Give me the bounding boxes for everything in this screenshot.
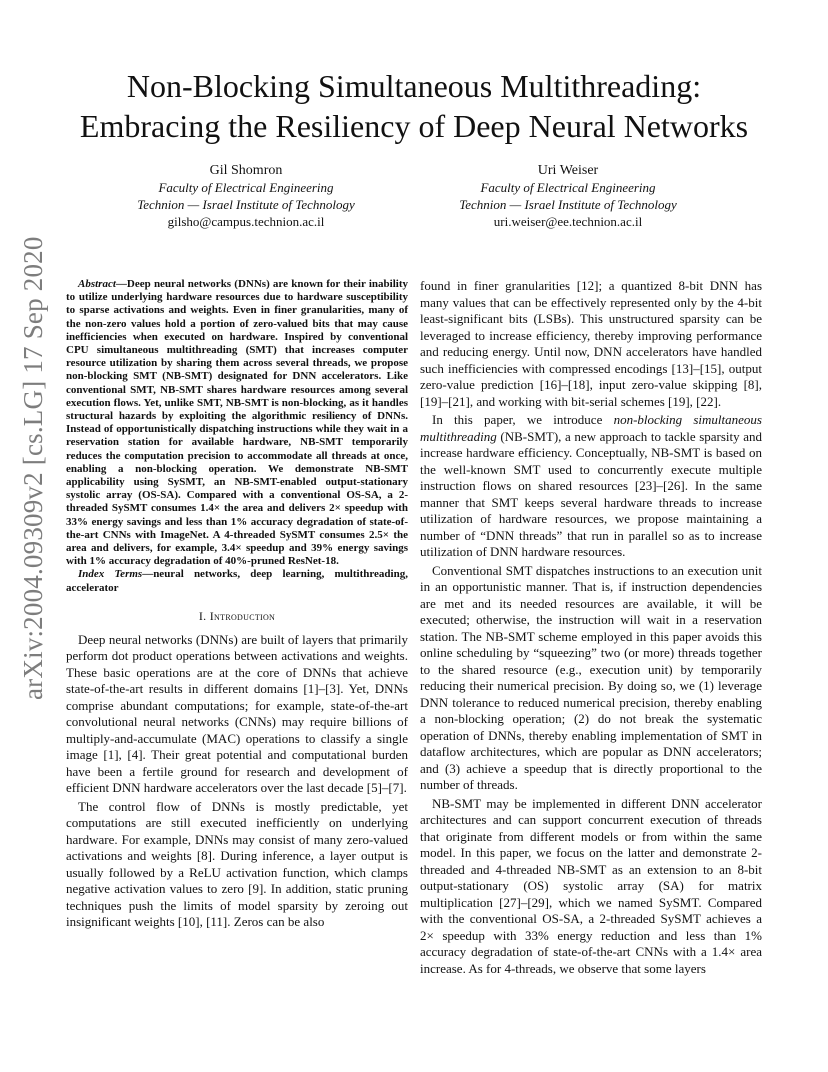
text-span: (NB-SMT), a new approach to tackle sparsity and increase hardware efficiency. Conceptually, NB-SMT is based on the well-known SMT used to concurrently execute multiple instruction flows on shared resources [23]–[26]. In the same manner that SMT keeps several hardware threads to increase utilization of hardware resources, we propose maintaining a number of “DNN threads” that run in parallel so as to increase utilization of DNN hardware resources. [420, 428, 762, 559]
abstract-lead: Abstract [78, 278, 116, 290]
index-terms-text: —neural networks, deep learning, multithreading, accelerator [66, 568, 408, 594]
arxiv-stamp: arXiv:2004.09309v2 [cs.LG] 17 Sep 2020 [18, 236, 48, 700]
section-title: Introduction [209, 608, 276, 623]
index-terms [66, 568, 408, 594]
author-institution: Technion — Israel Institute of Technology [137, 197, 355, 212]
body-paragraph: found in finer granularities [12]; a quantized 8-bit DNN has many values that can be effectively represented only by the 4-bit least-significant bits (LSBs). This unstructured sparsity can be leveraged to increase efficiency, thereby improving performance and reducing energy. Until now, DNN accelerators have handled such inefficiencies with compressed encodings [13]–[15], output zero-value prediction [16]–[18], input zero-value skipping [8], [19]–[21], and working with bit-serial schemes [19], [22]. [420, 278, 762, 409]
body-paragraph [420, 412, 762, 561]
paper-title [40, 66, 788, 146]
author-block-2 [418, 162, 718, 230]
author-name: Gil Shomron [209, 163, 283, 178]
author-name: Uri Weiser [537, 163, 599, 178]
body-paragraph: The control flow of DNNs is mostly predictable, yet computations are still executed inefficiently on underlying hardware. For example, DNNs may consist of many zero-valued activations and weights [8]. During inference, a layer output is usually followed by a ReLU activation function, which clamps negative activation values to zero [9]. In addition, static pruning techniques push the limits of model sparsity by zeroing out insignificant weights [10], [11]. Zeros can be also [66, 798, 408, 930]
author-block-1 [96, 162, 396, 230]
body-paragraph: Deep neural networks (DNNs) are built of layers that primarily perform dot product operations between activations and weights. These basic operations are at the core of DNNs that achieve state-of-the-art results in different domains [1]–[3]. Yet, DNNs comprise abundant computations; for example, state-of-the-art convolutional neural networks (CNNs) may require billions of multiply-and-accumulate (MAC) operations to classify a single image [1], [4]. Their great potential and computational burden have been a fertile ground for research and development of efficient DNN hardware accelerators over the last decade [5]–[7]. [66, 631, 408, 796]
abstract-text: —Deep neural networks (DNNs) are known for their inability to utilize underlying hardware resources due to hardware susceptibility to sparse activations and weights. Even in finer granularities, many of the non-zero values hold a portion of zero-valued bits that may cause inefficiencies when executed on hardware. Inspired by conventional CPU simultaneous multithreading (SMT) that increases computer resource utilization by sharing them across several threads, we propose non-blocking SMT (NB-SMT) designated for DNN accelerators. Like conventional SMT, NB-SMT shares hardware resources among several execution flows. Yet, unlike SMT, NB-SMT is non-blocking, as it handles structural hazards by exploiting the algorithmic resiliency of DNNs. Instead of opportunistically dispatching instructions while they wait in a reservation station for available hardware, NB-SMT temporarily reduces the computation precision to accommodate all threads at once, enabling a non-blocking operation. We demonstrate NB-SMT applicability using SySMT, an NB-SMT-enabled output-stationary systolic array (OS-SA). Compared with a conventional OS-SA, a 2-threaded SySMT consumes 1.4× the area and delivers 2× speedup with 33% energy savings and less than 1% accuracy degradation of state-of-the-art CNNs with ImageNet. A 4-threaded SySMT consumes 2.5× the area and delivers, for example, 3.4× speedup and 39% energy savings with 1% accuracy degradation of 40%-pruned ResNet-18. [66, 278, 408, 568]
author-department: Faculty of Electrical Engineering [158, 180, 334, 195]
section-number: I. [198, 608, 210, 623]
body-paragraph: Conventional SMT dispatches instructions to an execution unit in an opportunistic manner. That is, if instruction dependencies are met and its needed resources are available, it will be executed; otherwise, the instruction will wait in a reservation station. The NB-SMT scheme employed in this paper avoids this online scheduling by “squeezing” two (or more) threads together to the shared resource (e.g., execution unit) by temporarily reducing their numerical precision. By doing so, we (1) leverage DNN tolerance to reduced numerical precision, thereby enabling a non-blocking operation; (2) do not break the systematic operation of DNNs, thereby enabling implementation of SMT in dataflow architectures, which are popular as DNN accelerators; and (3) achieve a speedup that is directly proportional to the number of threads. [420, 562, 762, 792]
emphasis-term: non-blocking simultaneous multithreading [420, 412, 762, 444]
author-institution: Technion — Israel Institute of Technology [459, 197, 677, 212]
section-heading-introduction [66, 609, 408, 624]
author-email: uri.weiser@ee.technion.ac.il [493, 214, 643, 229]
abstract [66, 278, 408, 568]
author-email: gilsho@campus.technion.ac.il [167, 214, 325, 229]
title-line-1: Non-Blocking Simultaneous Multithreading: [126, 68, 702, 104]
title-line-2: Embracing the Resiliency of Deep Neural Networks [79, 108, 749, 144]
body-paragraph: NB-SMT may be implemented in different DNN accelerator architectures and can support concurrent execution of threads that originate from different models or from within the same model. In this paper, we focus on the latter and demonstrate 2-threaded and 4-threaded NB-SMT as an extension to an 8-bit output-stationary (OS) systolic array (SA) for matrix multiplication [27]–[29], which we named SySMT. Compared with the conventional OS-SA, a 2-threaded SySMT achieves a 2× speedup with 33% energy reduction and less than 1% accuracy degradation of state-of-the-art CNNs with a 1.4× area increase. As for 4-threads, we observe that some layers [420, 795, 762, 976]
author-department: Faculty of Electrical Engineering [480, 180, 656, 195]
right-column [420, 278, 762, 979]
left-column [66, 278, 408, 933]
text-span: In this paper, we introduce [432, 412, 614, 427]
index-terms-lead: Index Terms [78, 568, 143, 581]
